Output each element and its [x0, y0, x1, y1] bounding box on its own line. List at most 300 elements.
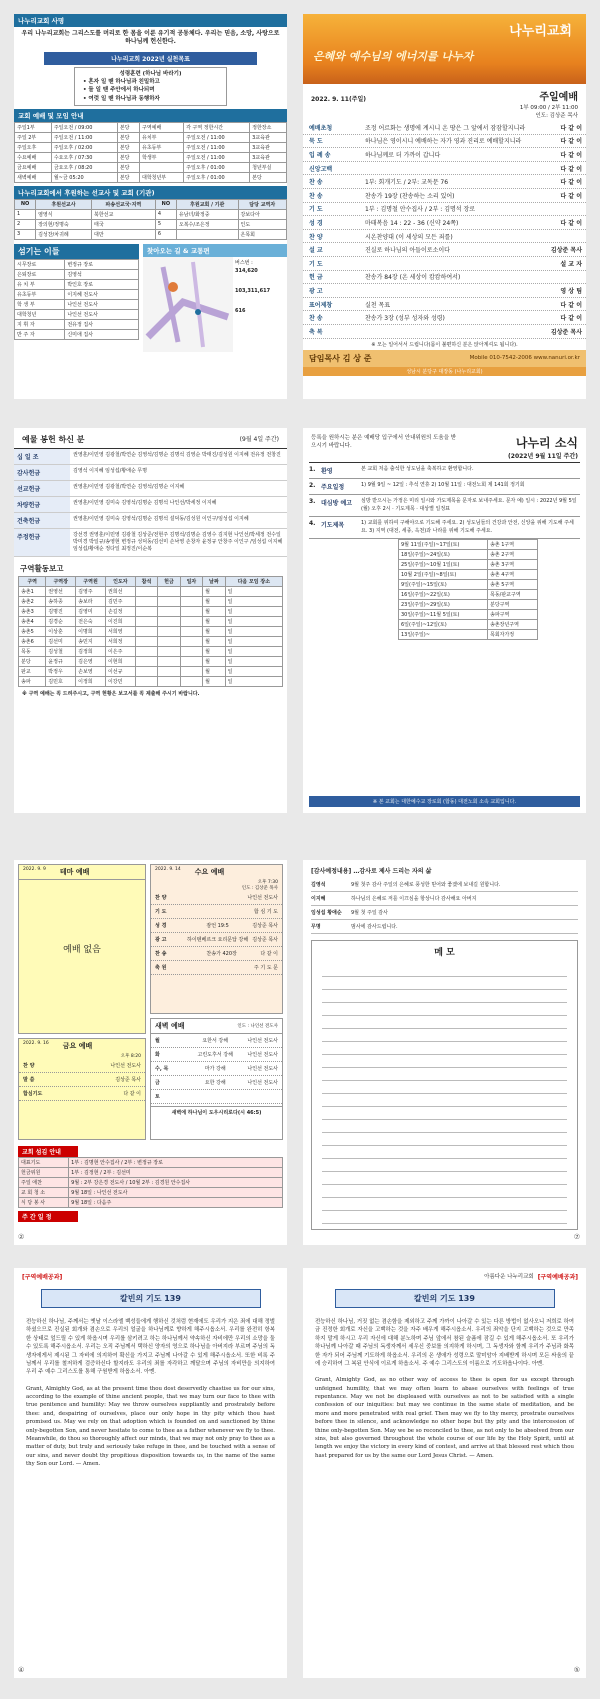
mission-header-cell: 담당 교역자 [238, 199, 287, 209]
serve-row [19, 1158, 283, 1168]
report-header-cell: 다음 모임 장소 [225, 577, 282, 587]
dawn-row [151, 1076, 282, 1090]
wed-row [151, 961, 282, 975]
visit-row [399, 540, 538, 550]
staff-cell: 전유정 집사 [65, 319, 139, 329]
memo-line [322, 1211, 567, 1224]
transit-line: 616 [235, 307, 246, 314]
order-content: 찬송가 19장 (찬송하는 소리 있어) [365, 192, 455, 200]
worship-cell: 주일 2부 [15, 132, 52, 142]
report-cell [158, 637, 180, 647]
fri-cell: 김상준 목사 [115, 1077, 141, 1083]
staff-cell: 유초등부 [15, 289, 65, 299]
order-content: 시온찬양대 (이 세상의 모든 죄를) [365, 233, 453, 241]
report-cell [158, 677, 180, 687]
transit-line: 314,620 [235, 267, 258, 274]
report-cell: 일 [225, 607, 282, 617]
order-row [303, 135, 586, 149]
serve-cell: 9월 18일 : 다음주 [69, 1198, 283, 1208]
dawn-cell: 요한 강해 [204, 1080, 226, 1086]
dawn-cell: 토 [155, 1094, 160, 1100]
mission-cell: 북한선교 [91, 209, 155, 219]
dawn-row [151, 1048, 282, 1062]
report-cell [180, 627, 202, 637]
mission-cell: 인도 [238, 219, 287, 229]
worship-cell: 주일오전 / 11:00 [184, 132, 250, 142]
thanks-text: 범사에 감사드립니다. [351, 924, 398, 930]
wed-cell: 김상준 목사 [252, 923, 278, 929]
serve-cell: 9월 18일 : 나인선 전도사 [69, 1188, 283, 1198]
report-cell [135, 637, 157, 647]
report-cell [180, 657, 202, 667]
serve-row [19, 1168, 283, 1178]
report-row [19, 587, 283, 597]
report-cell: 이진희 [105, 617, 135, 627]
order-row [303, 175, 586, 189]
dawn-cell: 수, 목 [155, 1066, 169, 1072]
report-cell: 박정우 [46, 667, 76, 677]
visit-row [399, 630, 538, 640]
report-cell: 김은영 [76, 657, 106, 667]
fri-row [19, 1087, 145, 1101]
worship-cell: 주일오전 / 11:00 [184, 152, 250, 162]
staff-cell: 대학청년 [15, 309, 65, 319]
news-item [309, 479, 580, 495]
mission-cell: 강보다아 [238, 209, 287, 219]
report-header-cell: 날짜 [203, 577, 225, 587]
report-cell [158, 647, 180, 657]
mission-cell: 6 [155, 229, 176, 239]
order-row [303, 325, 586, 339]
transit-line: 103,311,617 [235, 287, 271, 294]
staff-row [15, 269, 139, 279]
fri-cell: 찬 양 [23, 1063, 35, 1069]
map-header: 찾아오는 길 & 교통편 [143, 244, 287, 257]
order-name: 광 고 [309, 287, 323, 295]
report-header-cell: 참석 [135, 577, 157, 587]
memo-line [322, 964, 567, 977]
order-leader: 김상준 목사 [550, 247, 582, 255]
report-cell [180, 607, 202, 617]
worship-cell: 금요예배 [15, 162, 52, 172]
visit-cell: 송파구역 [487, 610, 537, 620]
report-cell: 월 [203, 587, 225, 597]
report-row [19, 647, 283, 657]
offering-names: 권영훈/이민영 김광철/박연순 김영석/김명순 이지혜 [73, 484, 185, 490]
lesson-tag: [구역예배공과] [22, 1274, 63, 1281]
report-cell: 전은숙 [76, 617, 106, 627]
wed-cell: 잠언 19:5 [206, 923, 229, 929]
mission-header-cell: NO [155, 199, 176, 209]
visit-cell: 18일(주일)~24일(토) [399, 550, 488, 560]
serve-cell: 헌금위원 [19, 1168, 69, 1178]
report-cell: 송보라 [76, 597, 106, 607]
memo-box [311, 940, 578, 1230]
order-leader: 다 같 이 [560, 138, 582, 146]
report-cell: 김영미 [76, 607, 106, 617]
staff-row [15, 279, 139, 289]
wed-cell: 기 도 [155, 909, 167, 915]
prayer-korean: 전능하신 하나님, 주께서는 옛날 이스라엘 백성들에게 행하신 것처럼 현재에도 우리가 지은 죄에 대해 정벌하셨으므로 진실된 회개와 겸손으로 우리의 얼굴을 하나님께로 향하게 해주시옵소서. 우리를 완전히 항복한 상태로 엎드릴 수 있게 하옵시며 우리를 삼키려고 하는 하나님께서 약속하신 자비에만 우리의 소망을 둘 수 있도록 해주시옵소서. 우리는 오직 주님께서 택하신 양자의 영으로 하나님을 아버지라 부르며 주님의 독생자에게서 제시된 그 자비에 의지하여 확신을 가지고 주님께 나아갈 수 있게 해주시옵소서. 또한 비록 주님께서 우리를 철저하게 검증하신다 할지라도 우리의 죄를 자각하고 깨달으며 주님의 자비만을 의지하여 우리 주 예수 그리스도를 통해 구원받게 하옵소서. 아멘. [26, 1319, 275, 1376]
serve-cell: 식 당 봉 사 [19, 1198, 69, 1208]
staff-cell: 나인선 전도사 [65, 299, 139, 309]
report-header-cell: 구역장 [46, 577, 76, 587]
order-name: 입 례 송 [309, 151, 331, 159]
offering-title: 예물 봉헌 하신 분 [22, 435, 85, 444]
mission-cell: 2 [15, 219, 36, 229]
visit-cell: 목회자가정 [487, 630, 537, 640]
report-cell: 권영선 [46, 587, 76, 597]
wed-row [151, 933, 282, 947]
order-leader: 다 같 이 [560, 124, 582, 132]
wed-cell: 다 같 이 [260, 951, 278, 957]
offering-label: 감사헌금 [14, 465, 70, 480]
report-cell: 일 [225, 637, 282, 647]
vision-box [74, 67, 227, 106]
report-header-cell: 헌금 [158, 577, 180, 587]
worship-cell: 본당 [117, 122, 139, 132]
order-content: 찬송가 3장 (성부 성자와 성령) [365, 315, 445, 323]
offering-names: 강선경 권영훈/이민영 김광철 김상준/전현주 김명석/김명순 김영수 김지현 나인선/박세정 전수일 박미경 박일규/송영현 변정규 성덕동/김선미 손낙영 손창자 윤정규 안창주 이인구 /임성섭 이지혜 임성섭/황애순 정다일 최정진/이순복 [73, 532, 283, 552]
memo-line [322, 1107, 567, 1120]
news-content: 1) 9월 9일 ~ 12일 : 추석 연휴 2) 10월 11일 : 대전노회 제 141회 정기회 [361, 482, 525, 488]
service-title: 주일예배 [539, 92, 578, 103]
report-cell: 김경순 [46, 617, 76, 627]
order-content: 찬송가 84장 (온 세상이 캄캄하여서) [365, 274, 461, 282]
mission-cell: 유남녀/화정중 [176, 209, 238, 219]
dawn-cell: 고린도후서 강해 [197, 1052, 233, 1058]
report-cell: 송촌2 [19, 597, 46, 607]
wed-cell: 찬송가 420장 [206, 951, 237, 957]
order-name: 찬 송 [309, 192, 323, 200]
report-row [19, 667, 283, 677]
report-cell: 일 [225, 657, 282, 667]
worship-cell: 정한장소 [250, 122, 287, 132]
memo-title: 메 모 [434, 948, 455, 958]
wed-row [151, 891, 282, 905]
mission-cell: 3 [15, 229, 36, 239]
church-name: 나누리교회 [509, 24, 572, 39]
report-cell: 일 [225, 587, 282, 597]
staff-row [15, 259, 139, 269]
report-cell: 김민호 [46, 677, 76, 687]
report-cell: 분당 [19, 657, 46, 667]
report-header-cell: 인도자 [105, 577, 135, 587]
memo-line [322, 1029, 567, 1042]
mission-cell: 태국 [91, 219, 155, 229]
worship-row [15, 132, 287, 142]
news-item [309, 495, 580, 517]
visit-cell: 10월 2일(주일)~8일(토) [399, 570, 488, 580]
visit-cell: 13일(주일)~ [399, 630, 488, 640]
page-6-thanks [303, 860, 586, 1245]
dawn-cell: 요한서 강해 [202, 1038, 229, 1044]
thanks-name: 무명 [311, 924, 321, 930]
page-8-prayer [303, 1268, 586, 1678]
order-content: 실천 목표 [365, 301, 391, 309]
order-row [303, 257, 586, 271]
visit-row [399, 550, 538, 560]
wed-cell: 주 기 도 문 [253, 965, 278, 971]
worship-cell: 주일오후 [15, 142, 52, 152]
order-leader: 다 같 이 [560, 192, 582, 200]
serve-table [18, 1157, 283, 1208]
order-name: 찬 양 [309, 233, 323, 241]
worship-cell: 3교육관 [250, 152, 287, 162]
report-cell: 송민지 [76, 637, 106, 647]
report-cell [135, 617, 157, 627]
visit-cell: 25일(주일)~10월 1일(토) [399, 560, 488, 570]
staff-table [14, 259, 139, 340]
worship-cell: 수요예배 [15, 152, 52, 162]
worship-cell: 구역예배 [140, 122, 184, 132]
report-cell: 송촌4 [19, 617, 46, 627]
memo-line [322, 1081, 567, 1094]
fri-cell: 나인선 전도사 [110, 1063, 141, 1069]
report-cell: 월 [203, 617, 225, 627]
report-header-row [19, 577, 283, 587]
news-intro: 등록을 원하시는 분은 예배당 입구에서 안내위원의 도움을 받으시기 바랍니다. [311, 435, 457, 450]
offering-section [14, 513, 287, 529]
worship-cell: 주일오전 / 11:00 [184, 142, 250, 152]
report-header: 구역활동보고 [20, 564, 64, 573]
report-cell: 김성철 [46, 647, 76, 657]
church-tag: 아름다운 나누리교회 [484, 1274, 534, 1280]
fri-time: 오후 8:20 [120, 1054, 141, 1059]
order-leader: 다 같 이 [560, 179, 582, 187]
location-map [143, 257, 233, 352]
news-label: 기도제목 [321, 522, 345, 529]
report-row [19, 637, 283, 647]
report-cell [180, 617, 202, 627]
map-area [143, 257, 287, 352]
report-cell: 서희정 [105, 637, 135, 647]
order-leader: 다 같 이 [560, 151, 582, 159]
order-leader: 김상준 목사 [550, 328, 582, 336]
wed-cell: 김상준 목사 [252, 937, 278, 943]
report-cell: 송촌1 [19, 587, 46, 597]
news-item [309, 463, 580, 479]
thanks-name: 김영석 [311, 882, 326, 888]
report-cell: 윤정규 [46, 657, 76, 667]
news-number: 2. [309, 482, 316, 489]
page-2-service [303, 14, 586, 399]
serve-header: 교회 섬김 안내 [18, 1146, 78, 1157]
fri-row [19, 1073, 145, 1087]
serve-cell: 대표기도 [19, 1158, 69, 1168]
order-name: 성 경 [309, 219, 323, 227]
report-cell: 송파 [19, 677, 46, 687]
worship-cell: 주일오전 / 09:00 [51, 122, 117, 132]
mission-cell: 장의현/정명숙 [36, 219, 92, 229]
mission-cell: 1 [15, 209, 36, 219]
report-cell: 일 [225, 647, 282, 657]
staff-cell: 시무장로 [15, 259, 65, 269]
news-week: (2022년 9월 11일 주간) [508, 453, 578, 460]
serve-row [19, 1188, 283, 1198]
news-label: 환영 [321, 468, 333, 475]
order-content: 1부: 회개기도 / 2부: 교독문 76 [365, 179, 449, 187]
wed-row [151, 905, 282, 919]
mission-header-cell: 후원교회 / 기관 [176, 199, 238, 209]
report-table [18, 576, 283, 687]
staff-row [15, 299, 139, 309]
visit-row [399, 620, 538, 630]
memo-line [322, 1198, 567, 1211]
report-cell: 김영주 [76, 587, 106, 597]
serve-row [19, 1198, 283, 1208]
dawn-row [151, 1034, 282, 1048]
worship-cell: 유초등부 [140, 142, 184, 152]
serve-cell: 주일 애찬 [19, 1178, 69, 1188]
pastor-name: 담임목사 김 상 준 [309, 353, 372, 363]
worship-row [15, 122, 287, 132]
theme-date: 2022. 9. 9 [23, 867, 46, 872]
order-content: 1부 : 김명철 안수집사 / 2부 : 김명석 장로 [365, 206, 476, 214]
worship-cell: 본당 [117, 172, 139, 182]
mission-text: 우리 나누리교회는 그리스도를 머리로 한 몸을 이룬 유기적 공동체다. 우리는 믿음, 소망, 사랑으로 하나님께 헌신한다. [21, 30, 280, 46]
footer-note: ※ 모는 일어서서 드립니다(몸이 불편하신 분은 앉아계셔도 됩니다). [371, 341, 518, 348]
mission-row [15, 209, 287, 219]
visit-cell: 6일(주일)~12일(토) [399, 620, 488, 630]
wed-leader: 인도 : 김상준 목사 [241, 886, 278, 891]
report-cell [158, 597, 180, 607]
visit-row [399, 570, 538, 580]
staff-header: 섬기는 이들 [14, 244, 139, 259]
fri-cell: 말 씀 [23, 1077, 35, 1083]
page-1-info [14, 14, 287, 399]
wed-row [151, 947, 282, 961]
memo-line [322, 1120, 567, 1133]
visit-cell: 송촌 4구역 [487, 570, 537, 580]
order-row [303, 189, 586, 203]
serve-cell: 1부 : 김정현 / 2부 : 김선미 [69, 1168, 283, 1178]
report-cell: 이강민 [105, 677, 135, 687]
report-cell [158, 607, 180, 617]
memo-line [322, 1159, 567, 1172]
offering-section [14, 529, 287, 557]
report-cell [180, 587, 202, 597]
order-name: 묵 도 [309, 138, 323, 146]
report-cell [180, 637, 202, 647]
report-cell: 이상훈 [46, 627, 76, 637]
fri-date: 2022. 9. 16 [23, 1041, 49, 1046]
mission-header-cell: 후원선교사 [36, 199, 92, 209]
staff-cell: 이지혜 전도사 [65, 289, 139, 299]
page-number: ⑤ [573, 1666, 580, 1674]
staff-cell: 신미애 집사 [65, 329, 139, 339]
offering-label: 주정헌금 [14, 529, 70, 556]
dawn-row [151, 1090, 282, 1104]
friday-worship [18, 1038, 146, 1140]
worship-row [15, 162, 287, 172]
news-title: 나누리 소식 [515, 436, 578, 450]
report-cell [158, 667, 180, 677]
staff-row [15, 309, 139, 319]
prayer-english: Grant, Almighty God, as no other way of access to thee is open for us except through unfeigned humility, that we may often learn to abase ourselves with feelings of true repentance. May we not be displeased with ourselves as not to be satisfied with a single confession of our iniquities: but may we continue in the same state of meditation, and be more and more penetrated with real grief. Then may we fly to thy mercy, prostrate ourselves before thee in silence, and acknowledge no other hope but thy pity and the intercession of thine only-begotten Son. May we be so reconciled to thee, as not only to be absolved from our sins, but also governed throughout the whole course of our life by the Holy Spirit, until at length we enjoy the victory in every kind of contest, and arrive at that blessed rest which thou hast prepared for us by the same our Lord Jesus Christ. — Amen. [315, 1377, 574, 1459]
mission-cell: 4 [155, 209, 176, 219]
worship-cell: 금요오후 / 08:20 [51, 162, 117, 172]
prayer-title: 칼빈의 기도 139 [335, 1289, 555, 1308]
worship-cell: 대학청년부 [140, 172, 184, 182]
order-row [303, 162, 586, 176]
service-date: 2022. 9. 11(주일) [311, 96, 367, 103]
offering-label: 십 일 조 [14, 449, 70, 464]
report-cell: 월 [203, 677, 225, 687]
memo-line [322, 990, 567, 1003]
memo-line [322, 1055, 567, 1068]
mission-row [15, 219, 287, 229]
order-content: 마태복음 14 : 22 - 36 (신약 24쪽) [365, 219, 459, 227]
staff-cell: 김영석 [65, 269, 139, 279]
worship-cell: 본당 [117, 152, 139, 162]
thanks-row [311, 892, 578, 906]
page-number: ④ [18, 1666, 25, 1674]
worship-row [15, 152, 287, 162]
mission-row [15, 229, 287, 239]
offering-section [14, 497, 287, 513]
staff-cell: 반 주 자 [15, 329, 65, 339]
worship-cell: 주일1부 [15, 122, 52, 132]
staff-cell: 은퇴장로 [15, 269, 65, 279]
visit-cell: 23일(주일)~29일(토) [399, 600, 488, 610]
fri-row [19, 1059, 145, 1073]
news-number: 4. [309, 520, 316, 527]
report-header-cell: 일자 [180, 577, 202, 587]
pastor-bar [303, 350, 586, 367]
report-cell [135, 627, 157, 637]
dawn-row [151, 1062, 282, 1076]
mission-cell: 오복수/조은정 [176, 219, 238, 229]
visit-cell: 9일(주일)~15일(토) [399, 580, 488, 590]
report-cell: 김정희 [76, 647, 106, 657]
report-cell [180, 667, 202, 677]
worship-cell: 3교육관 [250, 142, 287, 152]
memo-line [322, 1172, 567, 1185]
report-row [19, 597, 283, 607]
order-content: 진실로 하나님의 아들이로소이다 [365, 247, 450, 255]
news-content: 본 교회 처음 출석한 성도님을 축복하고 환영합니다. [361, 466, 474, 472]
worship-row [15, 142, 287, 152]
wed-cell: 축 원 [155, 965, 167, 971]
memo-line [322, 1003, 567, 1016]
thanks-row [311, 906, 578, 920]
page-4-news [303, 428, 586, 813]
report-cell: 판교 [19, 667, 46, 677]
worship-cell: 수요오후 / 07:30 [51, 152, 117, 162]
order-leader: 다 같 이 [560, 219, 582, 227]
report-cell: 이현희 [105, 657, 135, 667]
order-name: 기 도 [309, 206, 323, 214]
fri-cell: 다 같 이 [123, 1091, 141, 1097]
mission-cell [176, 229, 238, 239]
worship-cell: 주일오후 / 01:00 [184, 172, 250, 182]
offering-section [14, 449, 287, 465]
order-name: 축 복 [309, 328, 323, 336]
mission-support-header: 나누리교회에서 후원하는 선교사 및 교회 (기관) [14, 186, 287, 199]
visit-cell: 분당구역 [487, 600, 537, 610]
news-footer: ※ 본 교회는 대한예수교 장로회 (합동) 대전노회 소속 교회입니다. [309, 796, 580, 807]
fri-cell: 합심기도 [23, 1091, 43, 1097]
wed-cell [183, 894, 247, 901]
order-of-service [303, 121, 586, 339]
staff-cell: 지 휘 자 [15, 319, 65, 329]
wed-cell: 합 심 기 도 [253, 909, 278, 915]
staff-cell: 변정규 장로 [65, 259, 139, 269]
wed-title: 수요 예배 [194, 868, 225, 876]
order-name: 신앙고백 [309, 165, 333, 173]
worship-cell: 본당 [117, 142, 139, 152]
